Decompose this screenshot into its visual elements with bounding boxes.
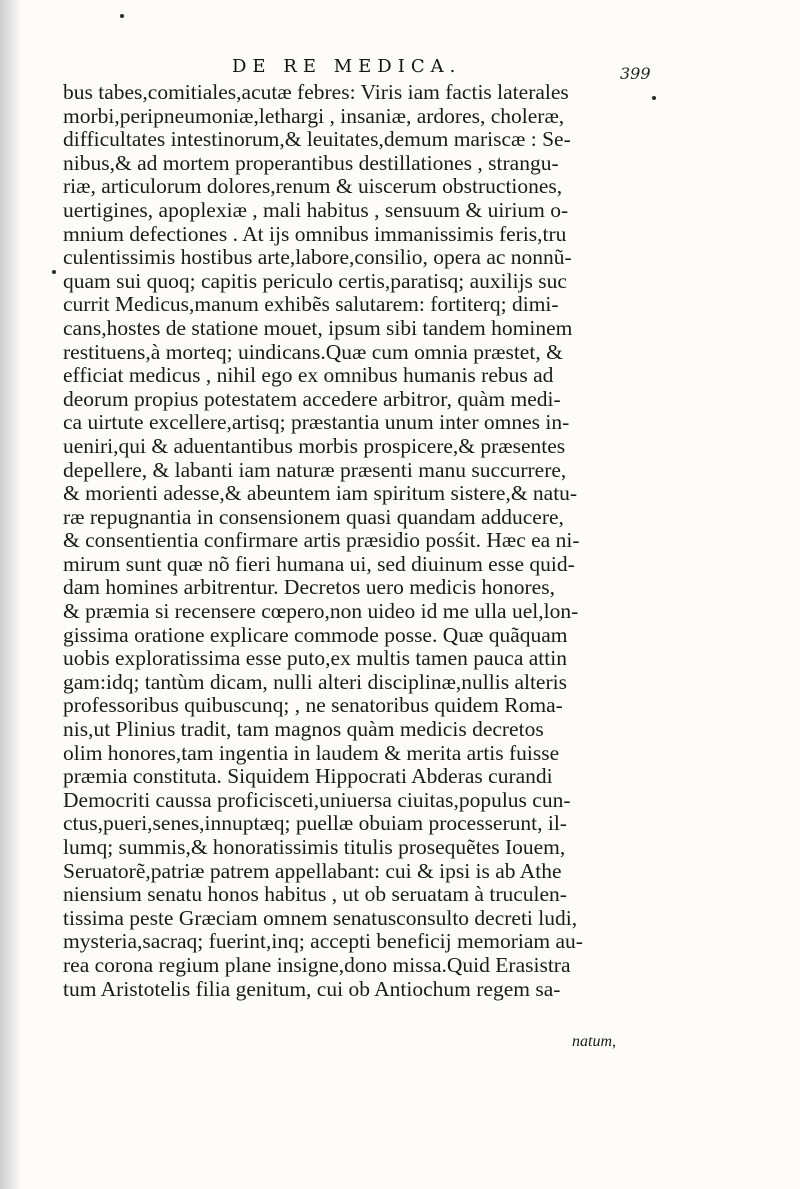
ink-speck [120, 14, 124, 18]
running-title: DE RE MEDICA. [232, 56, 462, 77]
text-line: efficiat medicus , nihil ego ex omnibus humanis rebus ad [63, 364, 554, 388]
text-line: bus tabes,comitiales,acutæ febres: Viris iam factis laterales [63, 81, 569, 104]
text-line: & morienti adesse,& abeuntem iam spiritum sistere,& natu- [63, 482, 578, 506]
text-line: mirum sunt quæ nõ fieri humana ui, sed diuinum esse quid- [63, 552, 575, 576]
text-line: gissima oratione explicare commode posse. Quæ quãquam [63, 623, 568, 647]
text-line: rea corona regium plane insigne,dono missa.Quid Erasistra [63, 953, 571, 977]
text-line: culentissimis hostibus arte,labore,consilio, opera ac nonnũ- [63, 246, 572, 270]
text-line: depellere, & labanti iam naturæ præsenti manu succurrere, [63, 458, 567, 482]
page-edge-shadow [0, 0, 22, 1189]
text-line: præmia constituta. Siquidem Hippocrati Abderas curandi [63, 765, 553, 789]
ink-speck [652, 96, 656, 100]
text-line: currit Medicus,manum exhibẽs salutarem: fortiterq; dimi- [63, 293, 559, 317]
text-line: difficultates intestinorum,& leuitates,demum mariscæ : Se- [63, 128, 571, 152]
text-line: ca uirtute excellere,artisq; præstantia unum inter omnes in- [63, 411, 570, 435]
text-line: ueniri,qui & aduentantibus morbis prospicere,& præsentes [63, 434, 566, 458]
text-line: riæ, articulorum dolores,renum & uiscerum obstructiones, [63, 175, 563, 199]
text-line: mysteria,sacraq; fuerint,inq; accepti beneficij memoriam au- [63, 930, 583, 954]
text-line: ctus,pueri,senes,innuptæq; puellæ obuiam processerunt, il- [63, 812, 567, 836]
text-line: professoribus quibuscunq; , ne senatoribus quidem Roma- [63, 694, 563, 718]
text-line: mnium defectiones . At ijs omnibus immanissimis feris,tru [63, 222, 567, 246]
text-line: morbi,peripneumoniæ,lethargi , insaniæ, ardores, choleræ, [63, 104, 565, 128]
text-line: restituens,à morteq; uindicans.Quæ cum omnia præstet, & [63, 340, 563, 364]
text-line: olim honores,tam ingentia in laudem & merita artis fuisse [63, 741, 560, 765]
text-line: tissima peste Græciam omnem senatusconsulto decreti ludi, [63, 906, 578, 930]
text-line: nibus,& ad mortem properantibus destillationes , strangu- [63, 151, 559, 175]
page-number: 399 [620, 64, 651, 83]
text-line: tum Aristotelis filia genitum, cui ob Antiochum regem sa- [63, 977, 561, 1001]
text-line: uobis exploratissima esse puto,ex multis tamen pauca attin [63, 647, 567, 671]
text-line: quam sui quoq; capitis periculo certis,paratisq; auxilijs suc [63, 269, 567, 293]
text-line: nis,ut Plinius tradit, tam magnos quàm medicis decretos [63, 718, 544, 742]
text-line: dam homines arbitrentur. Decretos uero medicis honores, [63, 576, 555, 600]
text-line: niensium senatu honos habitus , ut ob seruatam à truculen- [63, 883, 567, 907]
text-line: cans,hostes de statione mouet, ipsum sibi tandem hominem [63, 316, 573, 340]
text-line: & consentientia confirmare artis præsidio posśit. Hæc ea ni- [63, 529, 580, 553]
body-text [63, 81, 628, 1001]
text-line: uertigines, apoplexiæ , mali habitus , sensuum & uirium o- [63, 198, 569, 222]
ink-speck [52, 270, 56, 274]
text-line: lumq; summis,& honoratissimis titulis prosequẽtes Iouem, [63, 836, 566, 859]
text-line: deorum propius potestatem accedere arbitror, quàm medi- [63, 387, 561, 411]
text-line: & præmia si recensere cœpero,non uideo id me ulla uel,lon- [63, 600, 579, 624]
catchword: natum, [572, 1033, 616, 1050]
text-line: Seruatorẽ,patriæ patrem appellabant: cui & ipsi is ab Athe [63, 859, 562, 883]
text-line: gam:idq; tantùm dicam, nulli alteri disciplinæ,nullis alteris [63, 670, 567, 694]
text-line: ræ repugnantia in consensionem quasi quandam adducere, [63, 505, 564, 529]
text-line: Democriti caussa proficisceti,uniuersa ciuitas,populus cun- [63, 788, 571, 812]
